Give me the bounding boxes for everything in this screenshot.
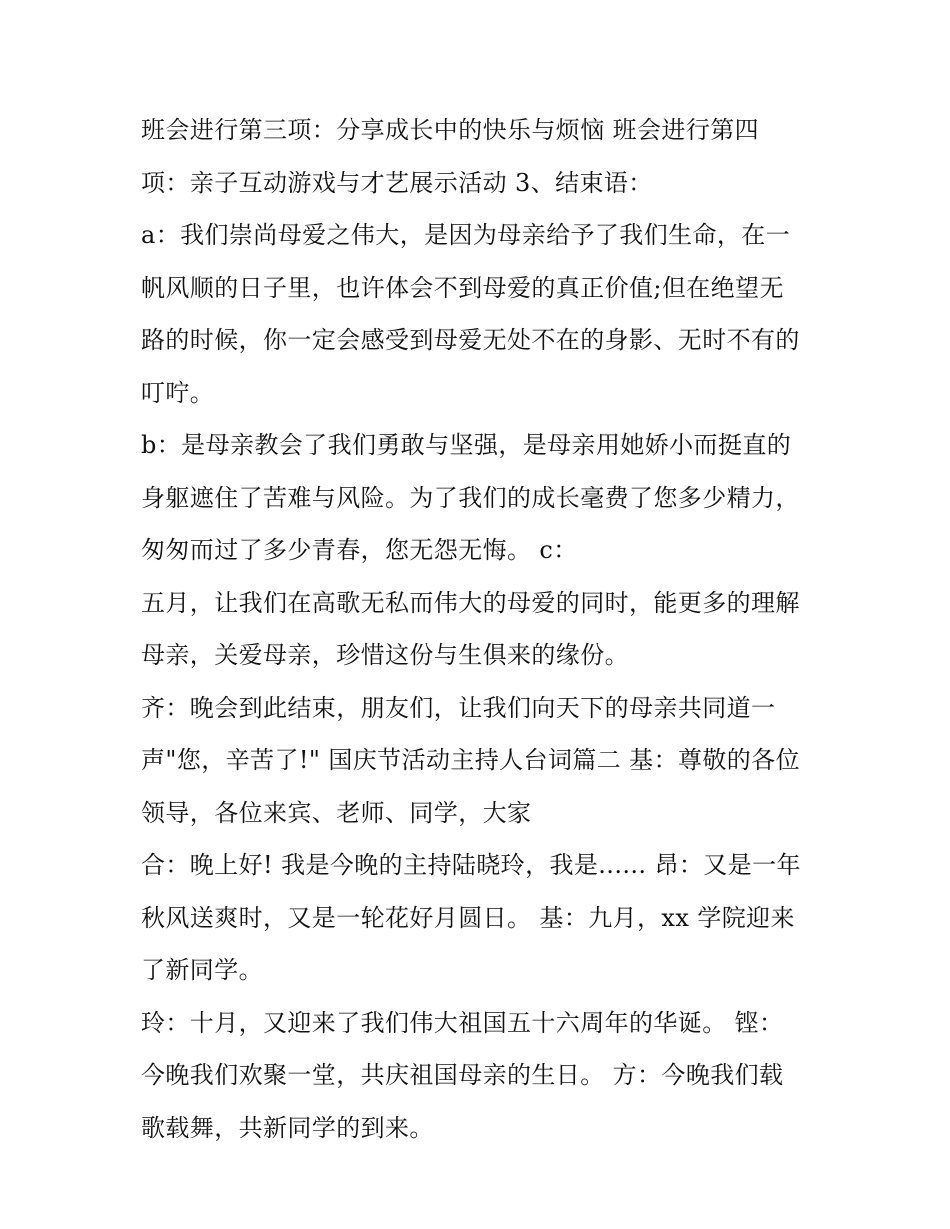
text-line: 今晚我们欢聚一堂，共庆祖国母亲的生日。 方：今晚我们载 bbox=[141, 1061, 784, 1089]
text-line: 项：亲子互动游戏与才艺展示活动 3、结束语： bbox=[141, 168, 653, 197]
text-line: 秋风送爽时，又是一轮花好月圆日。 基：九月，xx 学院迎来 bbox=[141, 903, 795, 932]
text-line: 班会进行第三项：分享成长中的快乐与烦恼 班会进行第四 bbox=[141, 116, 760, 144]
text-line: 齐：晚会到此结束，朋友们，让我们向天下的母亲共同道一 bbox=[141, 693, 776, 722]
text-line: 了新同学。 bbox=[141, 956, 263, 984]
text-line: 叮咛。 bbox=[141, 378, 215, 407]
text-line: 路的时候，你一定会感受到母爱无处不在的身影、无时不有的 bbox=[141, 326, 800, 354]
text-line: 母亲，关爱母亲，珍惜这份与生俱来的缘份。 bbox=[141, 641, 629, 669]
text-line: 玲：十月，又迎来了我们伟大祖国五十六周年的华诞。 铿： bbox=[141, 1008, 784, 1037]
text-line: 声"您，辛苦了!" 国庆节活动主持人台词篇二 基：尊敬的各位 bbox=[141, 746, 800, 774]
document-body bbox=[141, 104, 821, 1154]
text-line: a：我们崇尚母爱之伟大，是因为母亲给予了我们生命，在一 bbox=[141, 221, 791, 249]
text-line: 身躯遮住了苦难与风险。为了我们的成长毫费了您多少精力， bbox=[141, 483, 800, 512]
text-line: b：是母亲教会了我们勇敢与坚强，是母亲用她娇小而挺直的 bbox=[141, 431, 792, 459]
text-line: 五月，让我们在高歌无私而伟大的母爱的同时，能更多的理解 bbox=[141, 588, 800, 617]
text-line: 帆风顺的日子里，也许体会不到母爱的真正价值;但在绝望无 bbox=[141, 273, 784, 302]
text-line: 匆匆而过了多少青春，您无怨无悔。 c： bbox=[141, 536, 578, 564]
text-line: 歌载舞，共新同学的到来。 bbox=[141, 1113, 434, 1142]
text-line: 领导，各位来宾、老师、同学，大家 bbox=[141, 798, 532, 827]
text-line: 合：晚上好! 我是今晚的主持陆晓玲，我是...... 昂：又是一年 bbox=[141, 851, 801, 879]
